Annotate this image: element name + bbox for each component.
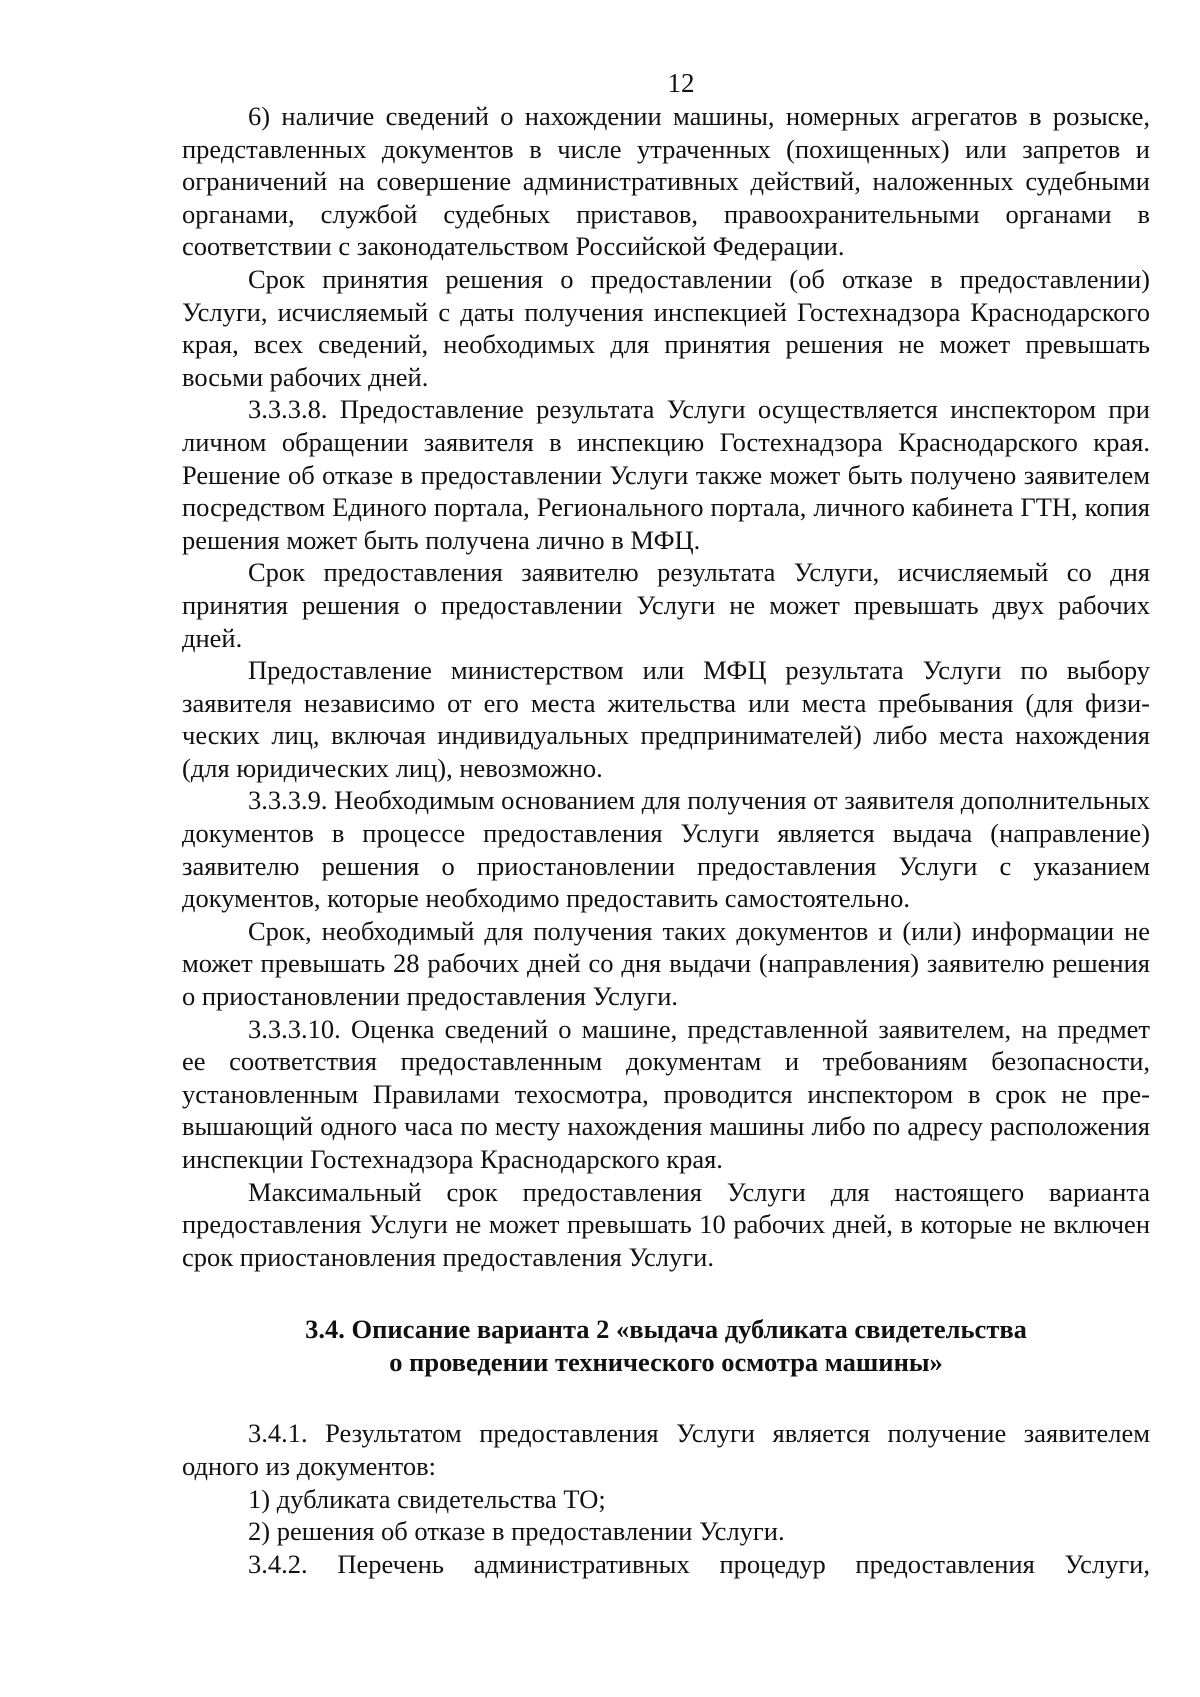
paragraph: 3.3.3.10. Оценка сведений о машине, представленной заявителем, на предмет ее соответствия предоставленным документам и требованиям безопасности, установленным Правилами техосмотра, проводится инспектором в срок не превышающий одного часа по месту нахождения машины либо по адресу расположения инспекции Гостехнадзора Краснодарского края.	[182, 1013, 1150, 1174]
section-heading-line: 3.4. Описание варианта 2 «выдача дубликата свидетельства	[305, 1314, 1027, 1345]
list-item: 2) решения об отказе в предоставлении Услуги.	[248, 1516, 785, 1547]
body-text-bottom	[182, 1417, 1150, 1580]
section-heading-line: о проведении технического осмотра машины»	[389, 1347, 943, 1378]
paragraph: 3.3.3.9. Необходимым основанием для получения от заявителя дополнительных документов в процессе предоставления Услуги является выдача (направление) заявителю решения о приостановлении предоставления Услуги с указанием документов, которые необходимо предоставить самостоятельно.	[182, 785, 1150, 914]
paragraph: 3.3.3.8. Предоставление результата Услуги осуществляется инспектором при личном обращении заявителя в инспекцию Гостехнадзора Краснодарского края. Решение об отказе в предоставлении Услуги также может быть получено заявителем посредством Единого портала, Регионального портала, личного кабинета ГТН, копия решения может быть получена лично в МФЦ.	[182, 394, 1150, 555]
paragraph: Срок, необходимый для получения таких документов и (или) информации не может превышать 28 рабочих дней со дня выдачи (направления) заявителю решения о приостановлении предоставления Услуги.	[182, 915, 1150, 1012]
paragraph: Срок принятия решения о предоставлении (об отказе в предоставлении) Услуги, исчисляемый с даты получения инспекцией Гостехнадзора Краснодарского края, всех сведений, необходимых для принятия решения не может превышать восьми рабочих дней.	[182, 263, 1150, 392]
page-number: 12	[667, 68, 695, 98]
paragraph: Максимальный срок предоставления Услуги для настоящего варианта предоставления Услуги не может превышать 10 рабочих дней, в которые не включен срок приостановления предоставления Услуги.	[182, 1176, 1150, 1272]
list-item: 1) дубликата свидетельства ТО;	[248, 1483, 606, 1514]
paragraph: 6) наличие сведений о нахождении машины, номерных агрегатов в розыске, представленных документов в числе утраченных (похищенных) или запретов и ограничений на совершение административных действий, наложенных судебными органами, службой судебных приставов, правоохранительными органами в соответствии с законодательством Российской Федерации.	[182, 101, 1150, 262]
body-text-top	[182, 100, 1150, 1273]
paragraph: Срок предоставления заявителю результата Услуги, исчисляемый со дня принятия решения о предоставлении Услуги не может превышать двух рабочих дней.	[182, 557, 1150, 653]
paragraph: 3.4.2. Перечень административных процедур предоставления Услуги,	[248, 1548, 1150, 1579]
paragraph: Предоставление министерством или МФЦ результата Услуги по выбору заявителя независимо от его места жительства или места пребывания (для физических лиц, включая индивидуальных предпринимателей) либо места нахождения (для юридических лиц), невозможно.	[182, 655, 1150, 783]
section-heading	[182, 1313, 1150, 1379]
paragraph: 3.4.1. Результатом предоставления Услуги является получение заявителем одного из документов:	[182, 1418, 1150, 1481]
